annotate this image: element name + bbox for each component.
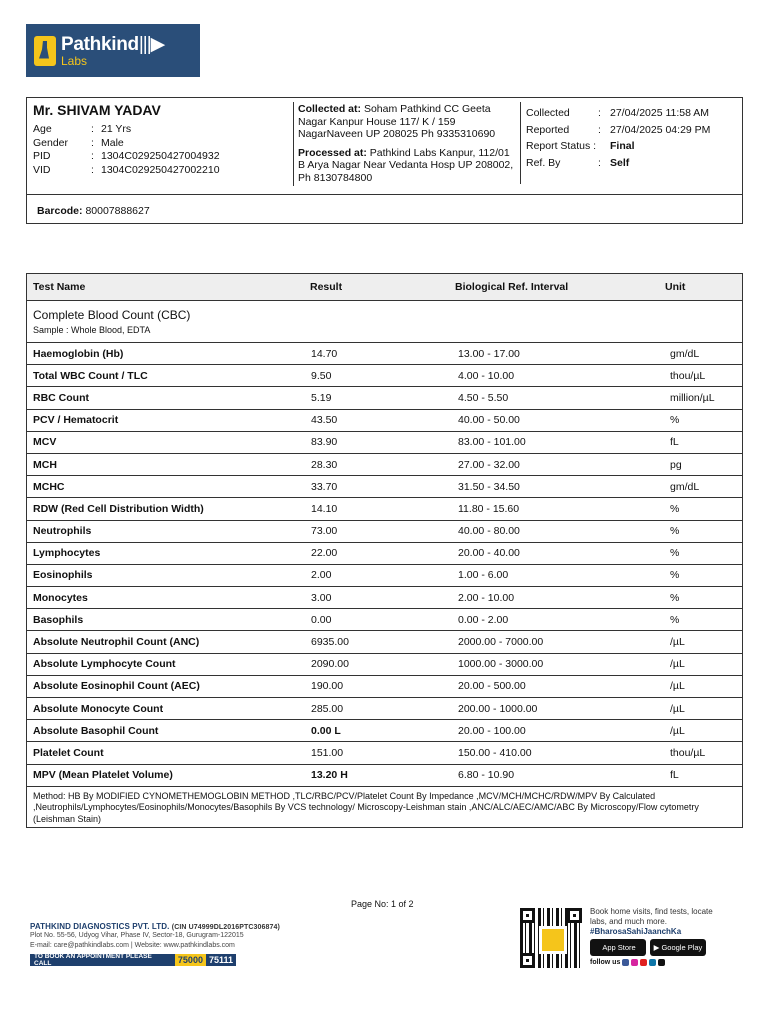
table-row bbox=[27, 720, 742, 742]
table-row bbox=[27, 587, 742, 609]
test-unit: /µL bbox=[670, 636, 685, 649]
test-ref-interval: 13.00 - 17.00 bbox=[458, 347, 520, 360]
patient-field: PID : 1304C029250427004932 bbox=[33, 150, 220, 162]
test-ref-interval: 2000.00 - 7000.00 bbox=[458, 636, 544, 649]
company-contact: E-mail: care@pathkindlabs.com | Website: www.pathkindlabs.com bbox=[30, 942, 235, 949]
brand-sub: Labs bbox=[61, 53, 88, 68]
play-icon: ▶ bbox=[653, 943, 660, 952]
test-result: 0.00 L bbox=[311, 724, 341, 737]
test-unit: % bbox=[670, 591, 680, 604]
test-ref-interval: 20.00 - 100.00 bbox=[458, 724, 526, 737]
section-title: Complete Blood Count (CBC) bbox=[33, 308, 191, 322]
table-row bbox=[27, 365, 742, 387]
header-unit: Unit bbox=[665, 281, 686, 293]
test-name: Absolute Monocyte Count bbox=[33, 702, 164, 715]
test-result: 14.10 bbox=[311, 502, 338, 515]
test-ref-interval: 4.50 - 5.50 bbox=[458, 391, 509, 404]
test-name: MCHC bbox=[33, 480, 65, 493]
table-row bbox=[27, 454, 742, 476]
pathkind-logo-icon bbox=[34, 36, 56, 66]
test-name: Lymphocytes bbox=[33, 547, 101, 560]
test-name: MCV bbox=[33, 436, 57, 449]
test-result: 3.00 bbox=[311, 591, 332, 604]
test-name: Total WBC Count / TLC bbox=[33, 369, 148, 382]
phone-part-2: 75111 bbox=[208, 955, 233, 965]
patient-name: Mr. SHIVAM YADAV bbox=[33, 102, 161, 118]
test-ref-interval: 1.00 - 6.00 bbox=[458, 569, 509, 582]
test-ref-interval: 2.00 - 10.00 bbox=[458, 591, 515, 604]
test-unit: gm/dL bbox=[670, 347, 700, 360]
table-row bbox=[27, 742, 742, 764]
page-number: Page No: 1 of 2 bbox=[351, 899, 414, 909]
test-result: 190.00 bbox=[311, 680, 344, 693]
test-unit: thou/µL bbox=[670, 746, 706, 759]
test-result: 33.70 bbox=[311, 480, 338, 493]
test-result: 83.90 bbox=[311, 436, 338, 449]
test-unit: gm/dL bbox=[670, 480, 700, 493]
test-name: MCH bbox=[33, 458, 57, 471]
pathkind-logo bbox=[26, 24, 200, 77]
test-ref-interval: 31.50 - 34.50 bbox=[458, 480, 520, 493]
processed-at: Processed at: Pathkind Labs Kanpur, 112/01 B Arya Nagar Near Vedanta Hosp UP 208002, Ph 8130784800 bbox=[298, 146, 514, 184]
patient-field: Age : 21 Yrs bbox=[33, 123, 132, 135]
patient-field: VID : 1304C029250427002210 bbox=[33, 163, 220, 176]
test-ref-interval: 40.00 - 80.00 bbox=[458, 525, 520, 538]
test-name: RBC Count bbox=[33, 391, 89, 404]
test-unit: % bbox=[670, 569, 680, 582]
brand-bars: |||▶ bbox=[138, 33, 165, 55]
test-result: 13.20 H bbox=[311, 769, 348, 782]
company-name: PATHKIND DIAGNOSTICS PVT. LTD. (CIN U74999DL2016PTC306874) bbox=[30, 922, 280, 931]
brand-name: Pathkind bbox=[61, 33, 139, 55]
test-name: Haemoglobin (Hb) bbox=[33, 347, 124, 360]
test-unit: fL bbox=[670, 436, 679, 449]
test-unit: /µL bbox=[670, 658, 685, 671]
divider bbox=[293, 102, 294, 186]
table-row bbox=[27, 343, 742, 365]
test-ref-interval: 200.00 - 1000.00 bbox=[458, 702, 538, 715]
patient-info-box bbox=[26, 97, 743, 224]
results-table bbox=[26, 273, 743, 828]
linkedin-icon[interactable] bbox=[649, 959, 656, 966]
test-unit: pg bbox=[670, 458, 682, 471]
test-result: 9.50 bbox=[311, 369, 332, 382]
table-row bbox=[27, 521, 742, 543]
status-field: Ref. By : Self bbox=[526, 156, 630, 169]
test-unit: /µL bbox=[670, 680, 685, 693]
hashtag: #BharosaSahiJaanchKa bbox=[590, 927, 682, 936]
collected-at: Collected at: Soham Pathkind CC Geeta Nagar Kanpur House 117/ K / 159 NagarNaveen UP 208025 Ph 9335310690 bbox=[298, 103, 496, 140]
table-header bbox=[27, 274, 742, 301]
test-result: 5.19 bbox=[311, 391, 332, 404]
test-ref-interval: 1000.00 - 3000.00 bbox=[458, 658, 544, 671]
test-name: Monocytes bbox=[33, 591, 88, 604]
test-unit: % bbox=[670, 502, 680, 515]
test-result: 6935.00 bbox=[311, 636, 349, 649]
test-ref-interval: 83.00 - 101.00 bbox=[458, 436, 526, 449]
test-unit: % bbox=[670, 547, 680, 560]
phone-part-1: 75000 bbox=[175, 954, 206, 966]
test-result: 0.00 bbox=[311, 613, 332, 626]
facebook-icon[interactable] bbox=[622, 959, 629, 966]
divider bbox=[520, 102, 521, 184]
header-ref-interval: Biological Ref. Interval bbox=[455, 281, 569, 293]
table-row bbox=[27, 609, 742, 631]
test-ref-interval: 4.00 - 10.00 bbox=[458, 369, 515, 382]
table-row bbox=[27, 543, 742, 565]
section-header bbox=[27, 301, 742, 343]
test-ref-interval: 6.80 - 10.90 bbox=[458, 769, 515, 782]
test-result: 285.00 bbox=[311, 702, 344, 715]
test-ref-interval: 0.00 - 2.00 bbox=[458, 613, 509, 626]
test-unit: % bbox=[670, 525, 680, 538]
header-test-name: Test Name bbox=[33, 281, 86, 293]
instagram-icon[interactable] bbox=[631, 959, 638, 966]
table-row bbox=[27, 631, 742, 653]
test-result: 22.00 bbox=[311, 547, 338, 560]
test-name: RDW (Red Cell Distribution Width) bbox=[33, 502, 204, 515]
test-name: Eosinophils bbox=[33, 569, 93, 582]
app-store-badge[interactable]: App Store bbox=[590, 939, 646, 956]
test-name: Absolute Lymphocyte Count bbox=[33, 658, 176, 671]
table-row bbox=[27, 387, 742, 409]
x-icon[interactable] bbox=[658, 959, 665, 966]
test-result: 73.00 bbox=[311, 525, 338, 538]
test-result: 2.00 bbox=[311, 569, 332, 582]
table-row bbox=[27, 432, 742, 454]
test-result: 14.70 bbox=[311, 347, 338, 360]
header-result: Result bbox=[310, 281, 343, 293]
table-row bbox=[27, 565, 742, 587]
test-unit: million/µL bbox=[670, 391, 715, 404]
test-unit: thou/µL bbox=[670, 369, 706, 382]
test-ref-interval: 27.00 - 32.00 bbox=[458, 458, 520, 471]
status-field: Reported : 27/04/2025 04:29 PM bbox=[526, 123, 711, 136]
test-result: 43.50 bbox=[311, 414, 338, 427]
test-name: Absolute Eosinophil Count (AEC) bbox=[33, 680, 200, 693]
status-field: Collected : 27/04/2025 11:58 AM bbox=[526, 107, 710, 119]
table-row bbox=[27, 654, 742, 676]
table-row bbox=[27, 498, 742, 520]
test-unit: fL bbox=[670, 769, 679, 782]
test-ref-interval: 20.00 - 500.00 bbox=[458, 680, 526, 693]
youtube-icon[interactable] bbox=[640, 959, 647, 966]
test-unit: % bbox=[670, 613, 680, 626]
test-name: Absolute Basophil Count bbox=[33, 724, 159, 737]
footer-app-promo bbox=[590, 907, 720, 966]
status-field: Report Status : Final bbox=[526, 140, 635, 152]
test-result: 2090.00 bbox=[311, 658, 349, 671]
table-row bbox=[27, 698, 742, 720]
test-ref-interval: 20.00 - 40.00 bbox=[458, 547, 520, 560]
test-result: 151.00 bbox=[311, 746, 344, 759]
patient-field: Gender : Male bbox=[33, 136, 124, 149]
test-unit: % bbox=[670, 414, 680, 427]
book-appointment-bar: TO BOOK AN APPOINTMENT PLEASE CALL 75000 75111 bbox=[30, 954, 236, 966]
method-note: Method: HB By MODIFIED CYNOMETHEMOGLOBIN METHOD ,TLC/RBC/PCV/Platelet Count By Impedance ,MCV/MCH/MCHC/RDW/MPV By Calculated ,Neutrophils/Lymphocytes/Eosinophils/Monocytes/Basophils By VCS technology/ Microscopy-Leishman stain ,ANC/ALC/AEC/AMC/ABC By Microscopy/Flow cytometry (Leishman Stain) bbox=[33, 790, 699, 824]
google-play-badge[interactable]: ▶ Google Play bbox=[650, 939, 706, 956]
test-ref-interval: 11.80 - 15.60 bbox=[458, 502, 520, 515]
test-name: Basophils bbox=[33, 613, 84, 626]
section-sample: Sample : Whole Blood, EDTA bbox=[33, 325, 151, 335]
test-name: MPV (Mean Platelet Volume) bbox=[33, 769, 173, 782]
test-name: Neutrophils bbox=[33, 525, 92, 538]
follow-us: follow us bbox=[590, 959, 720, 966]
test-ref-interval: 40.00 - 50.00 bbox=[458, 414, 520, 427]
test-unit: /µL bbox=[670, 724, 685, 737]
app-tagline: Book home visits, find tests, locate labs, and much more. bbox=[590, 907, 713, 926]
divider bbox=[27, 194, 742, 195]
barcode: Barcode: 80007888627 bbox=[37, 205, 150, 217]
test-result: 28.30 bbox=[311, 458, 338, 471]
table-row bbox=[27, 676, 742, 698]
company-address: Plot No. 55-56, Udyog Vihar, Phase IV, Sector-18, Gurugram-122015 bbox=[30, 932, 244, 939]
qr-code bbox=[520, 908, 582, 968]
test-unit: /µL bbox=[670, 702, 685, 715]
table-row bbox=[27, 476, 742, 498]
footer-company bbox=[30, 922, 280, 966]
test-name: Platelet Count bbox=[33, 746, 104, 759]
test-ref-interval: 150.00 - 410.00 bbox=[458, 746, 532, 759]
table-row bbox=[27, 765, 742, 787]
test-name: PCV / Hematocrit bbox=[33, 414, 119, 427]
table-row bbox=[27, 410, 742, 432]
test-name: Absolute Neutrophil Count (ANC) bbox=[33, 636, 200, 649]
